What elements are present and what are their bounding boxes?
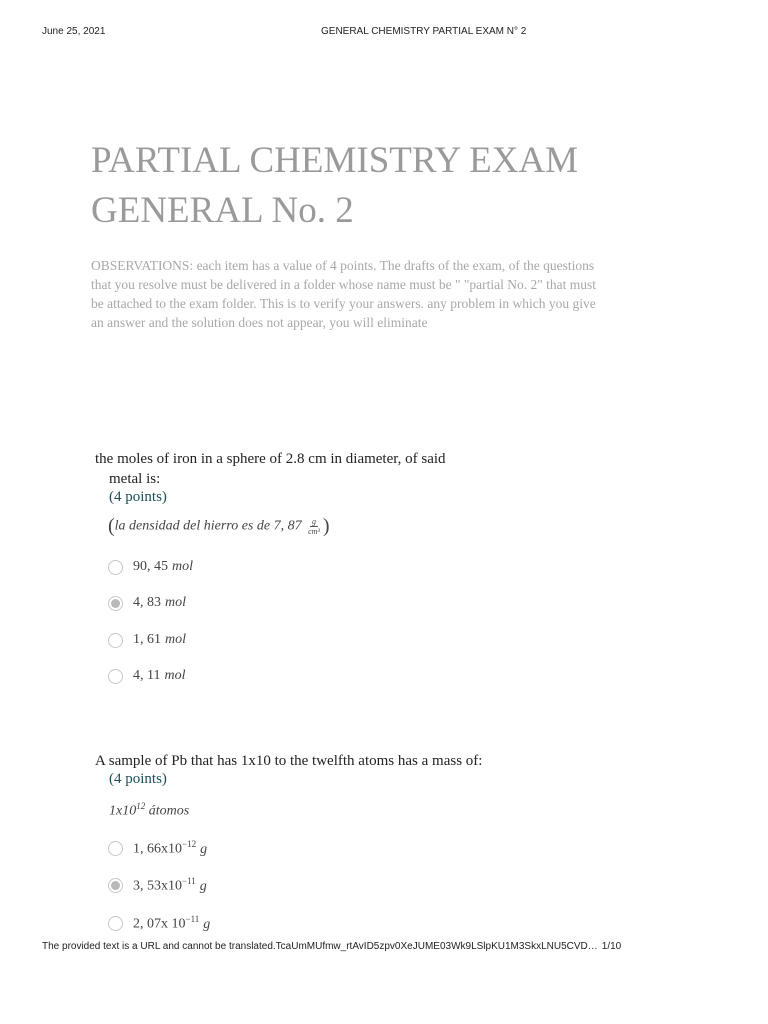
question-1-points: (4 points) [109, 489, 167, 505]
question-2-option-2[interactable] [108, 876, 207, 895]
radio-button[interactable] [108, 633, 123, 648]
question-1-option-1[interactable] [108, 559, 193, 575]
exam-title: PARTIAL CHEMISTRY EXAM GENERAL No. 2 [91, 140, 579, 231]
radio-button[interactable] [108, 841, 123, 856]
option-value: 1, $66x10^{-12}$ g [133, 839, 208, 857]
question-1-text-line1: the moles of iron in a sphere of 2.8 cm in diameter, of said [95, 451, 446, 467]
question-2-option-3[interactable] [108, 914, 210, 933]
print-date: June 25, 2021 [42, 26, 106, 37]
question-2-atoms-note: $1x10^{12}$ átomos [109, 801, 190, 819]
question-1-option-3[interactable] [108, 632, 186, 648]
radio-button-selected[interactable] [108, 596, 123, 611]
question-1-option-2[interactable] [108, 595, 186, 611]
page-number: 1/10 [601, 941, 622, 952]
question-1-option-4[interactable] [108, 668, 185, 684]
print-header-title: GENERAL CHEMISTRY PARTIAL EXAM N° 2 [321, 26, 527, 37]
option-value: 90, 45 mol [133, 559, 193, 574]
question-2-points: (4 points) [109, 771, 167, 787]
question-1-density-note: (la densidad del hierro es de 7, 87 $\frac{g}{\text{cm³}}$ ) [108, 515, 330, 537]
print-footer [42, 941, 621, 952]
footer-url: The provided text is a URL and cannot be translated.TcaUmMUfmw_rtAvID5zpv0XeJUME03Wk9LSlpKU1M3SkxLNU5CVD… [42, 941, 598, 952]
question-2-text: A sample of Pb that has 1x10 to the twelfth atoms has a mass of: [95, 753, 483, 769]
option-value: 4, 83 mol [133, 595, 186, 610]
question-1-text-line2: metal is: [109, 471, 161, 487]
radio-button-selected[interactable] [108, 878, 123, 893]
option-value: 1, 61 mol [133, 632, 186, 647]
option-value: 4, 11 mol [133, 668, 186, 683]
radio-button[interactable] [108, 560, 123, 575]
option-value: 2, 07x $10^{-11}$ g [133, 914, 211, 932]
option-value: 3, $53x10^{-11}$ g [133, 876, 207, 894]
radio-button[interactable] [108, 669, 123, 684]
exam-observations: OBSERVATIONS: each item has a value of 4 points. The drafts of the exam, of the questions that you resolve must be delivered in a folder whose name must be " "partial No. 2" that must be attached to the exam folder. This is to verify your answers. any problem in which you give an answer and the solution does not appear, you will eliminate [91, 258, 597, 330]
radio-button[interactable] [108, 916, 123, 931]
question-2-option-1[interactable] [108, 839, 207, 858]
